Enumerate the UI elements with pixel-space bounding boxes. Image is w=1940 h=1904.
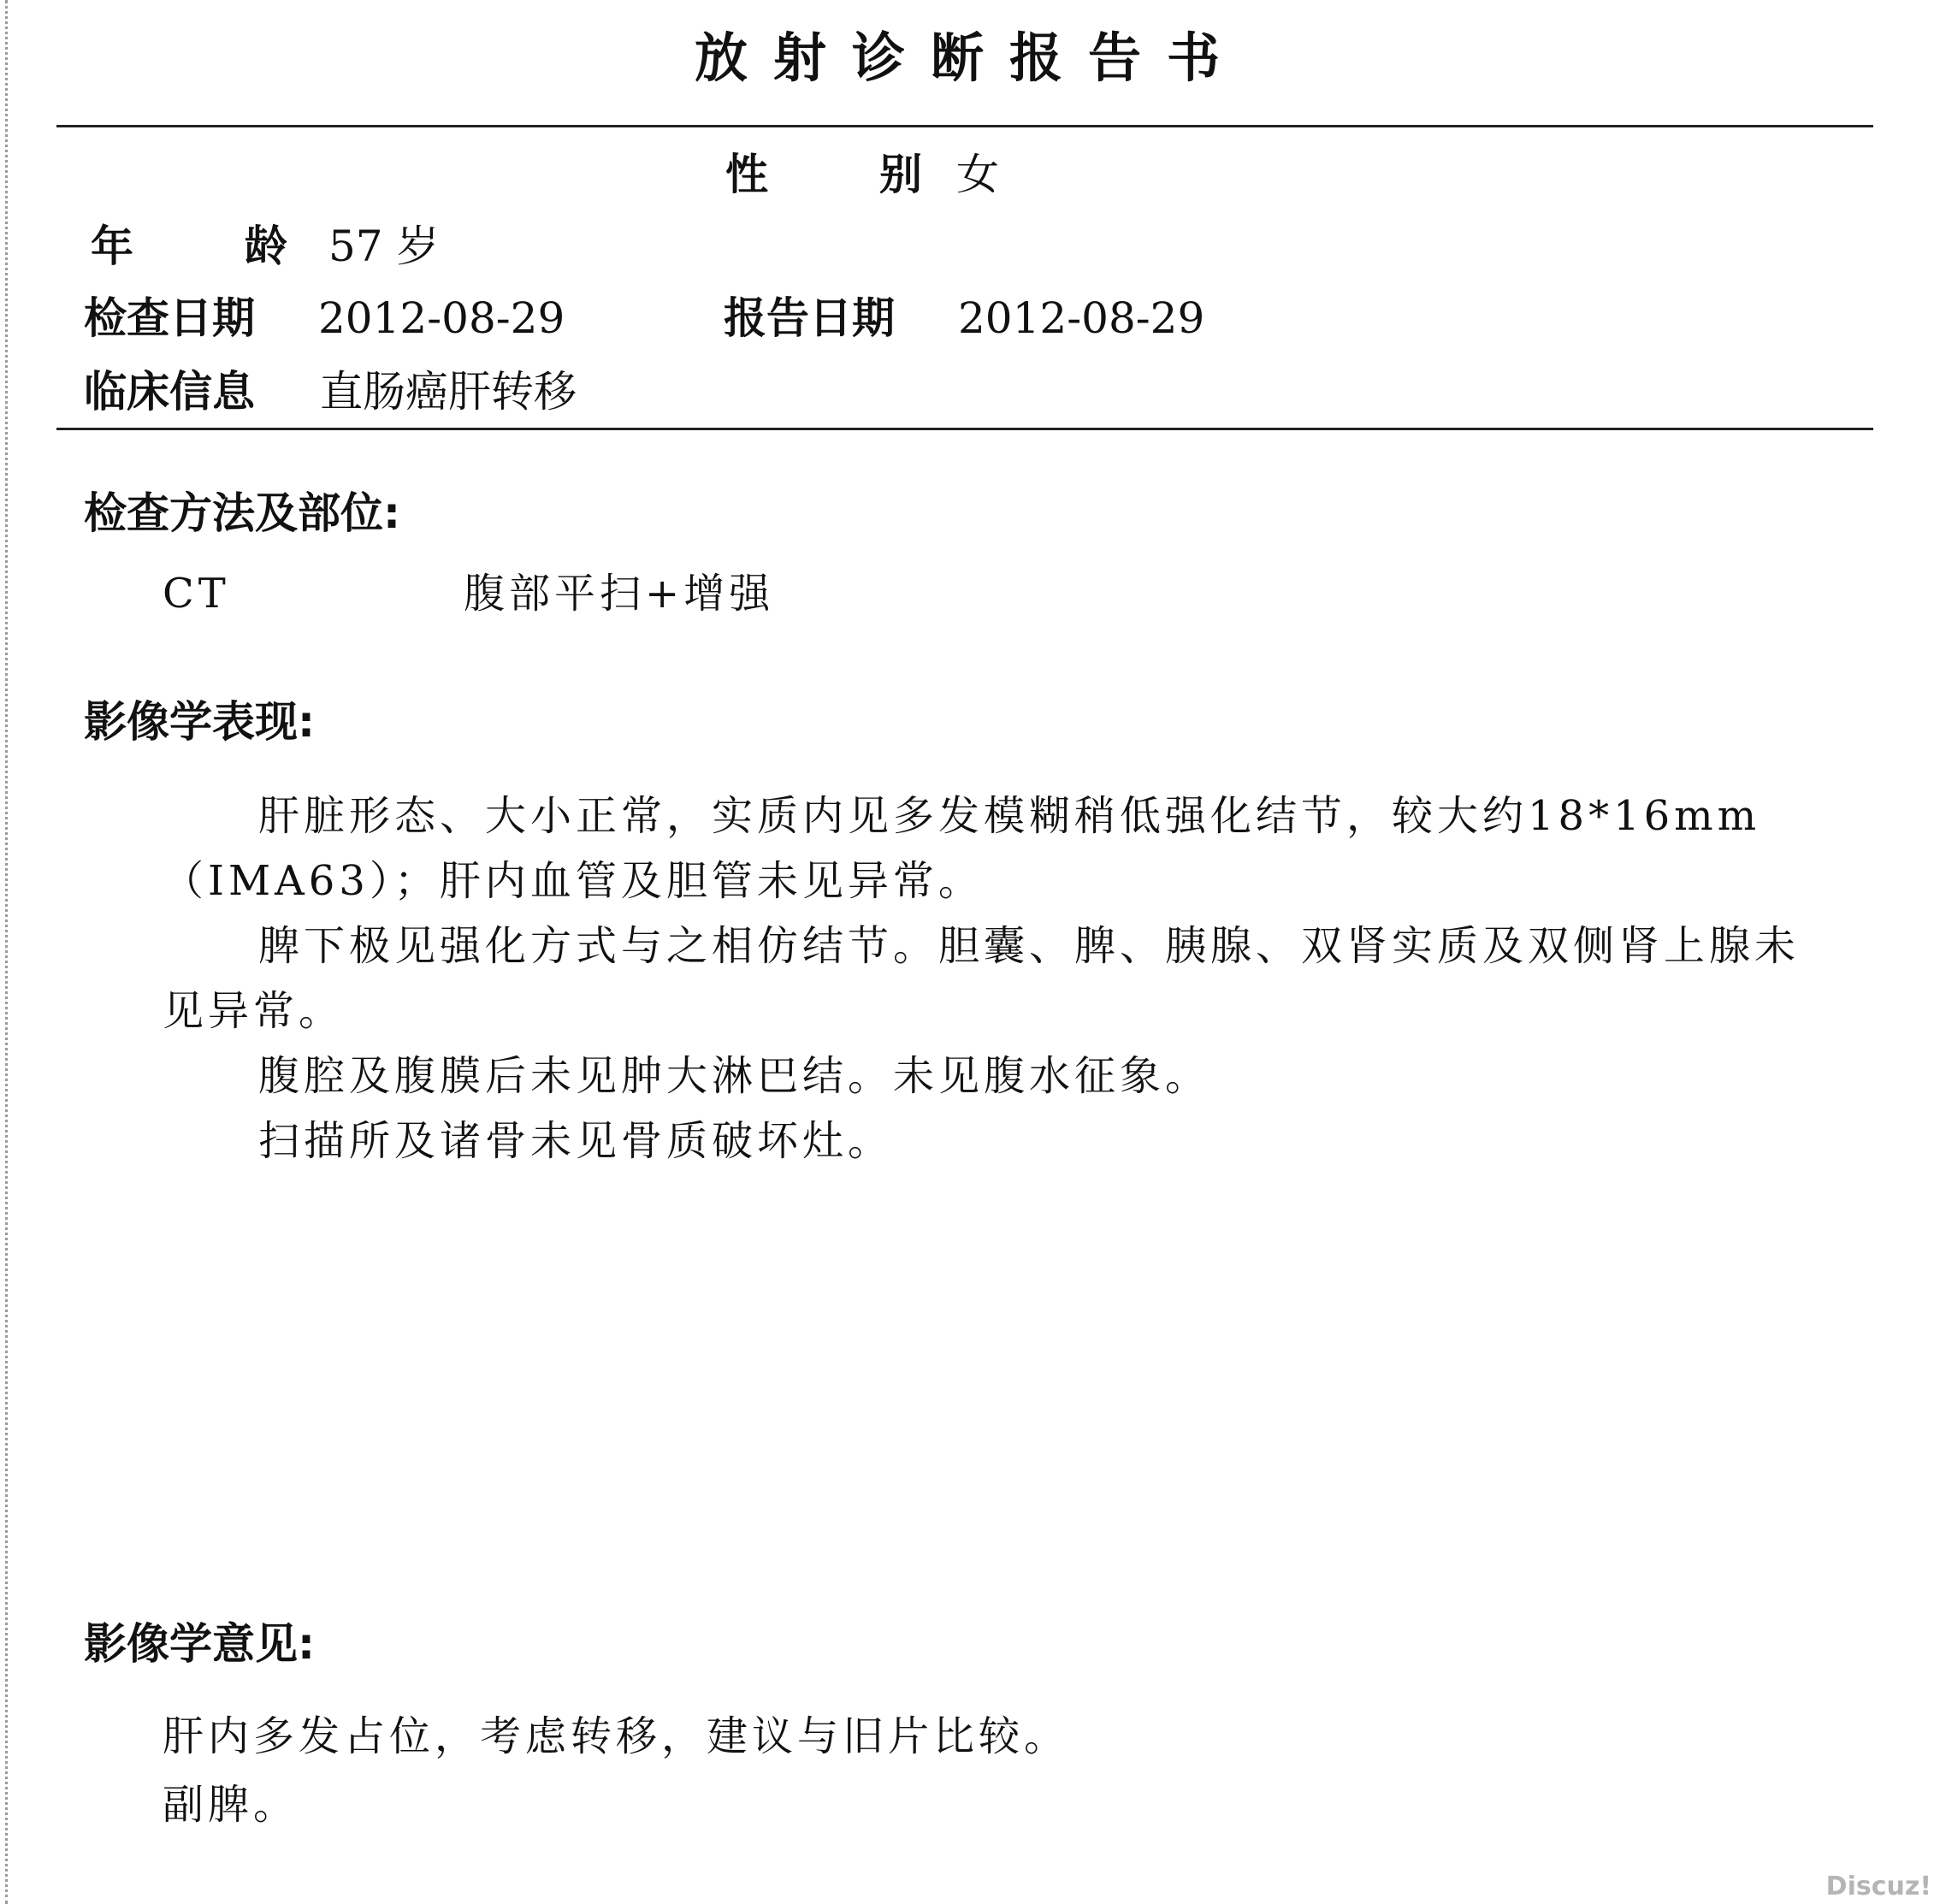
clinical-info-value: 直肠癌肝转移 <box>320 367 577 417</box>
findings-paragraph-spleen: 脾下极见强化方式与之相仿结节。胆囊、脾、胰腺、双肾实质及双侧肾上腺未见异常。 <box>163 922 1801 1035</box>
findings-paragraph-bone: 扫描所及诸骨未见骨质破坏灶。 <box>258 1117 894 1165</box>
header-divider-top <box>56 125 1873 127</box>
age-value: 57 岁 <box>328 222 440 271</box>
exam-date-value: 2012-08-29 <box>318 293 565 343</box>
exam-method-heading: 检查方法及部位: <box>84 488 400 538</box>
report-date-value: 2012-08-29 <box>958 293 1205 343</box>
left-margin-dotted-line <box>5 0 8 1904</box>
gender-label: 性 别 <box>725 150 922 199</box>
impression-line-1: 肝内多发占位，考虑转移，建议与旧片比较。 <box>163 1712 1070 1760</box>
exam-modality: CT <box>163 570 230 618</box>
exam-region: 腹部平扫+增强 <box>464 570 775 618</box>
impression-body <box>163 1702 1069 1839</box>
exam-date-label: 检查日期 <box>84 293 255 343</box>
watermark-logo: Discuz! <box>1825 1871 1931 1901</box>
report-date-label: 报告日期 <box>724 293 895 343</box>
age-label: 年 龄 <box>91 222 287 271</box>
clinical-info-label: 临床信息 <box>84 367 255 417</box>
report-title: 放射诊断报告书 <box>694 27 1245 89</box>
findings-body <box>163 783 1839 1174</box>
header-divider-bottom <box>56 428 1873 430</box>
gender-value: 女 <box>956 150 999 199</box>
findings-paragraph-lymph: 腹腔及腹膜后未见肿大淋巴结。未见腹水征象。 <box>258 1052 1211 1100</box>
findings-paragraph-liver: 肝脏形态、大小正常，实质内见多发模糊稍低强化结节，较大约18*16mm（IMA63）；肝内血管及胆管未见异常。 <box>163 792 1761 905</box>
findings-heading: 影像学表现: <box>84 697 315 747</box>
impression-heading: 影像学意见: <box>84 1619 315 1669</box>
impression-line-2: 副脾。 <box>163 1781 299 1829</box>
